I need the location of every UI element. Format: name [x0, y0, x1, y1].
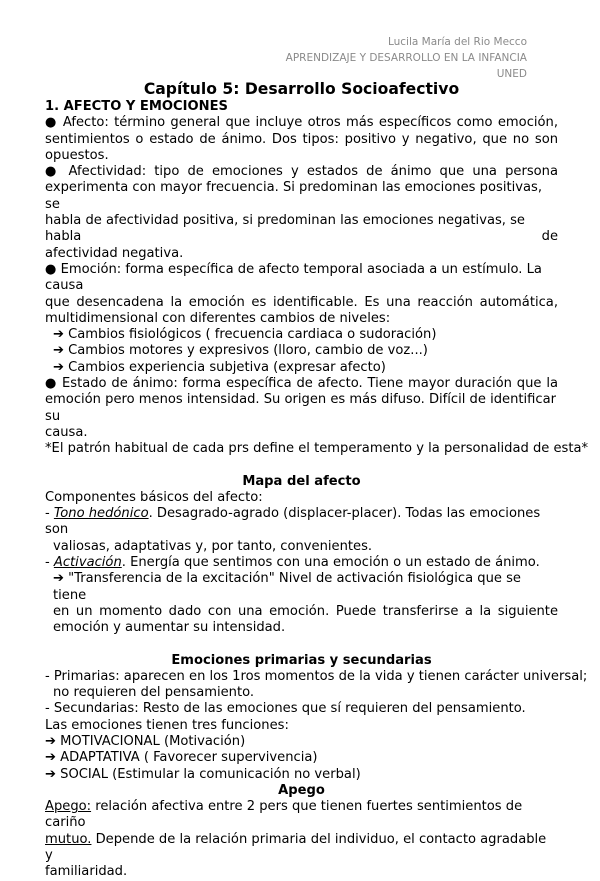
line: opuestos.	[45, 147, 109, 163]
list-item-tono-hedonico	[45, 506, 558, 555]
line: afectividad negativa.	[45, 245, 184, 261]
list-item-primarias-cont: no requieren del pensamiento.	[53, 685, 255, 701]
mapa-intro: Componentes básicos del afecto:	[45, 489, 263, 505]
line: ● Afectividad: tipo de emociones y estados de ánimo que una persona	[45, 164, 558, 180]
line: habla de afectividad positiva, si predominan las emociones negativas, se habla de	[45, 213, 558, 245]
paragraph-afectividad	[45, 164, 558, 262]
document-header	[286, 34, 527, 82]
list-item-secundarias: - Secundarias: Resto de las emociones que sí requieren del pensamiento.	[45, 701, 526, 717]
list-item-cambio: ➔ Cambios fisiológicos ( frecuencia cardiaca o sudoración)	[53, 327, 437, 343]
term-tono-hedonico: Tono hedónico	[53, 506, 149, 522]
list-item-cambio: ➔ Cambios motores y expresivos (lloro, cambio de voz...)	[53, 343, 428, 359]
note-temperamento: *El patrón habitual de cada prs define el temperamento y la personalidad de esta*	[45, 441, 589, 457]
paragraph-estado-animo	[45, 376, 558, 441]
chapter-title: Capítulo 5: Desarrollo Socioafectivo	[143, 80, 460, 98]
section-heading-afecto-emociones: 1. AFECTO Y EMOCIONES	[45, 99, 228, 114]
section-heading-mapa-afecto: Mapa del afecto	[242, 473, 361, 489]
document-body	[45, 80, 589, 881]
line: emoción pero menos intensidad. Su origen es más difuso. Difícil de identificar su	[45, 392, 557, 424]
funciones-intro: Las emociones tienen tres funciones:	[45, 717, 289, 733]
line: ● Afecto: término general que incluye otros más específicos como emoción,	[45, 115, 558, 131]
term-mutuo: mutuo.	[45, 831, 92, 847]
line: causa.	[45, 424, 88, 440]
line: que desencadena la emoción es identificable. Es una reacción automática,	[45, 294, 558, 310]
dash: -	[45, 506, 54, 522]
line: ● Estado de ánimo: forma específica de afecto. Tiene mayor duración que la	[45, 376, 558, 392]
header-course: APRENDIZAJE Y DESARROLLO EN LA INFANCIA	[285, 52, 527, 64]
line: ➔ "Transferencia de la excitación" Nivel de activación fisiológica que se tiene	[53, 571, 521, 603]
paragraph-apego	[45, 799, 558, 880]
line: sentimientos o estado de ánimo. Dos tipos: positivo y negativo, que no son	[45, 131, 558, 147]
term-apego: Apego:	[45, 799, 92, 815]
paragraph-emocion	[45, 262, 558, 376]
list-item-funcion: ➔ ADAPTATIVA ( Favorecer supervivencia)	[45, 750, 318, 766]
line: Depende de la relación primaria del individuo, el contacto agradable y	[45, 831, 547, 864]
list-item-activacion	[45, 555, 558, 571]
paragraph-afecto	[45, 115, 558, 164]
line: relación afectiva entre 2 pers que tienen fuertes sentimientos de cariño	[45, 799, 523, 831]
line: en un momento dado con una emoción. Puede transferirse a la siguiente	[53, 603, 558, 619]
header-author: Lucila María del Rio Mecco	[387, 36, 527, 48]
list-item-primarias: - Primarias: aparecen en los 1ros momentos de la vida y tienen carácter universal;	[45, 668, 588, 684]
line: valiosas, adaptativas y, por tanto, convenientes.	[53, 538, 373, 554]
list-item-funcion: ➔ SOCIAL (Estimular la comunicación no verbal)	[45, 766, 361, 782]
list-item-funcion: ➔ MOTIVACIONAL (Motivación)	[45, 733, 246, 749]
list-item-cambio: ➔ Cambios experiencia subjetiva (expresar afecto)	[53, 359, 386, 375]
header-university: UNED	[496, 68, 527, 80]
line: emoción y aumentar su intensidad.	[53, 620, 286, 636]
line: experimenta con mayor frecuencia. Si predominan las emociones positivas, se	[45, 180, 542, 212]
line: . Energía que sentimos con una emoción o un estado de ánimo.	[121, 555, 540, 571]
line: . Desagrado-agrado (displacer-placer). Todas las emociones son	[45, 506, 541, 538]
list-item-transferencia	[45, 571, 558, 636]
dash: -	[45, 555, 54, 571]
section-heading-apego: Apego	[278, 782, 325, 798]
section-heading-emociones: Emociones primarias y secundarias	[171, 652, 432, 668]
line: familiaridad.	[45, 864, 128, 880]
line: multidimensional con diferentes cambios de niveles:	[45, 310, 391, 326]
term-activacion: Activación	[53, 555, 122, 571]
line: ● Emoción: forma específica de afecto temporal asociada a un estímulo. La causa	[45, 261, 542, 294]
